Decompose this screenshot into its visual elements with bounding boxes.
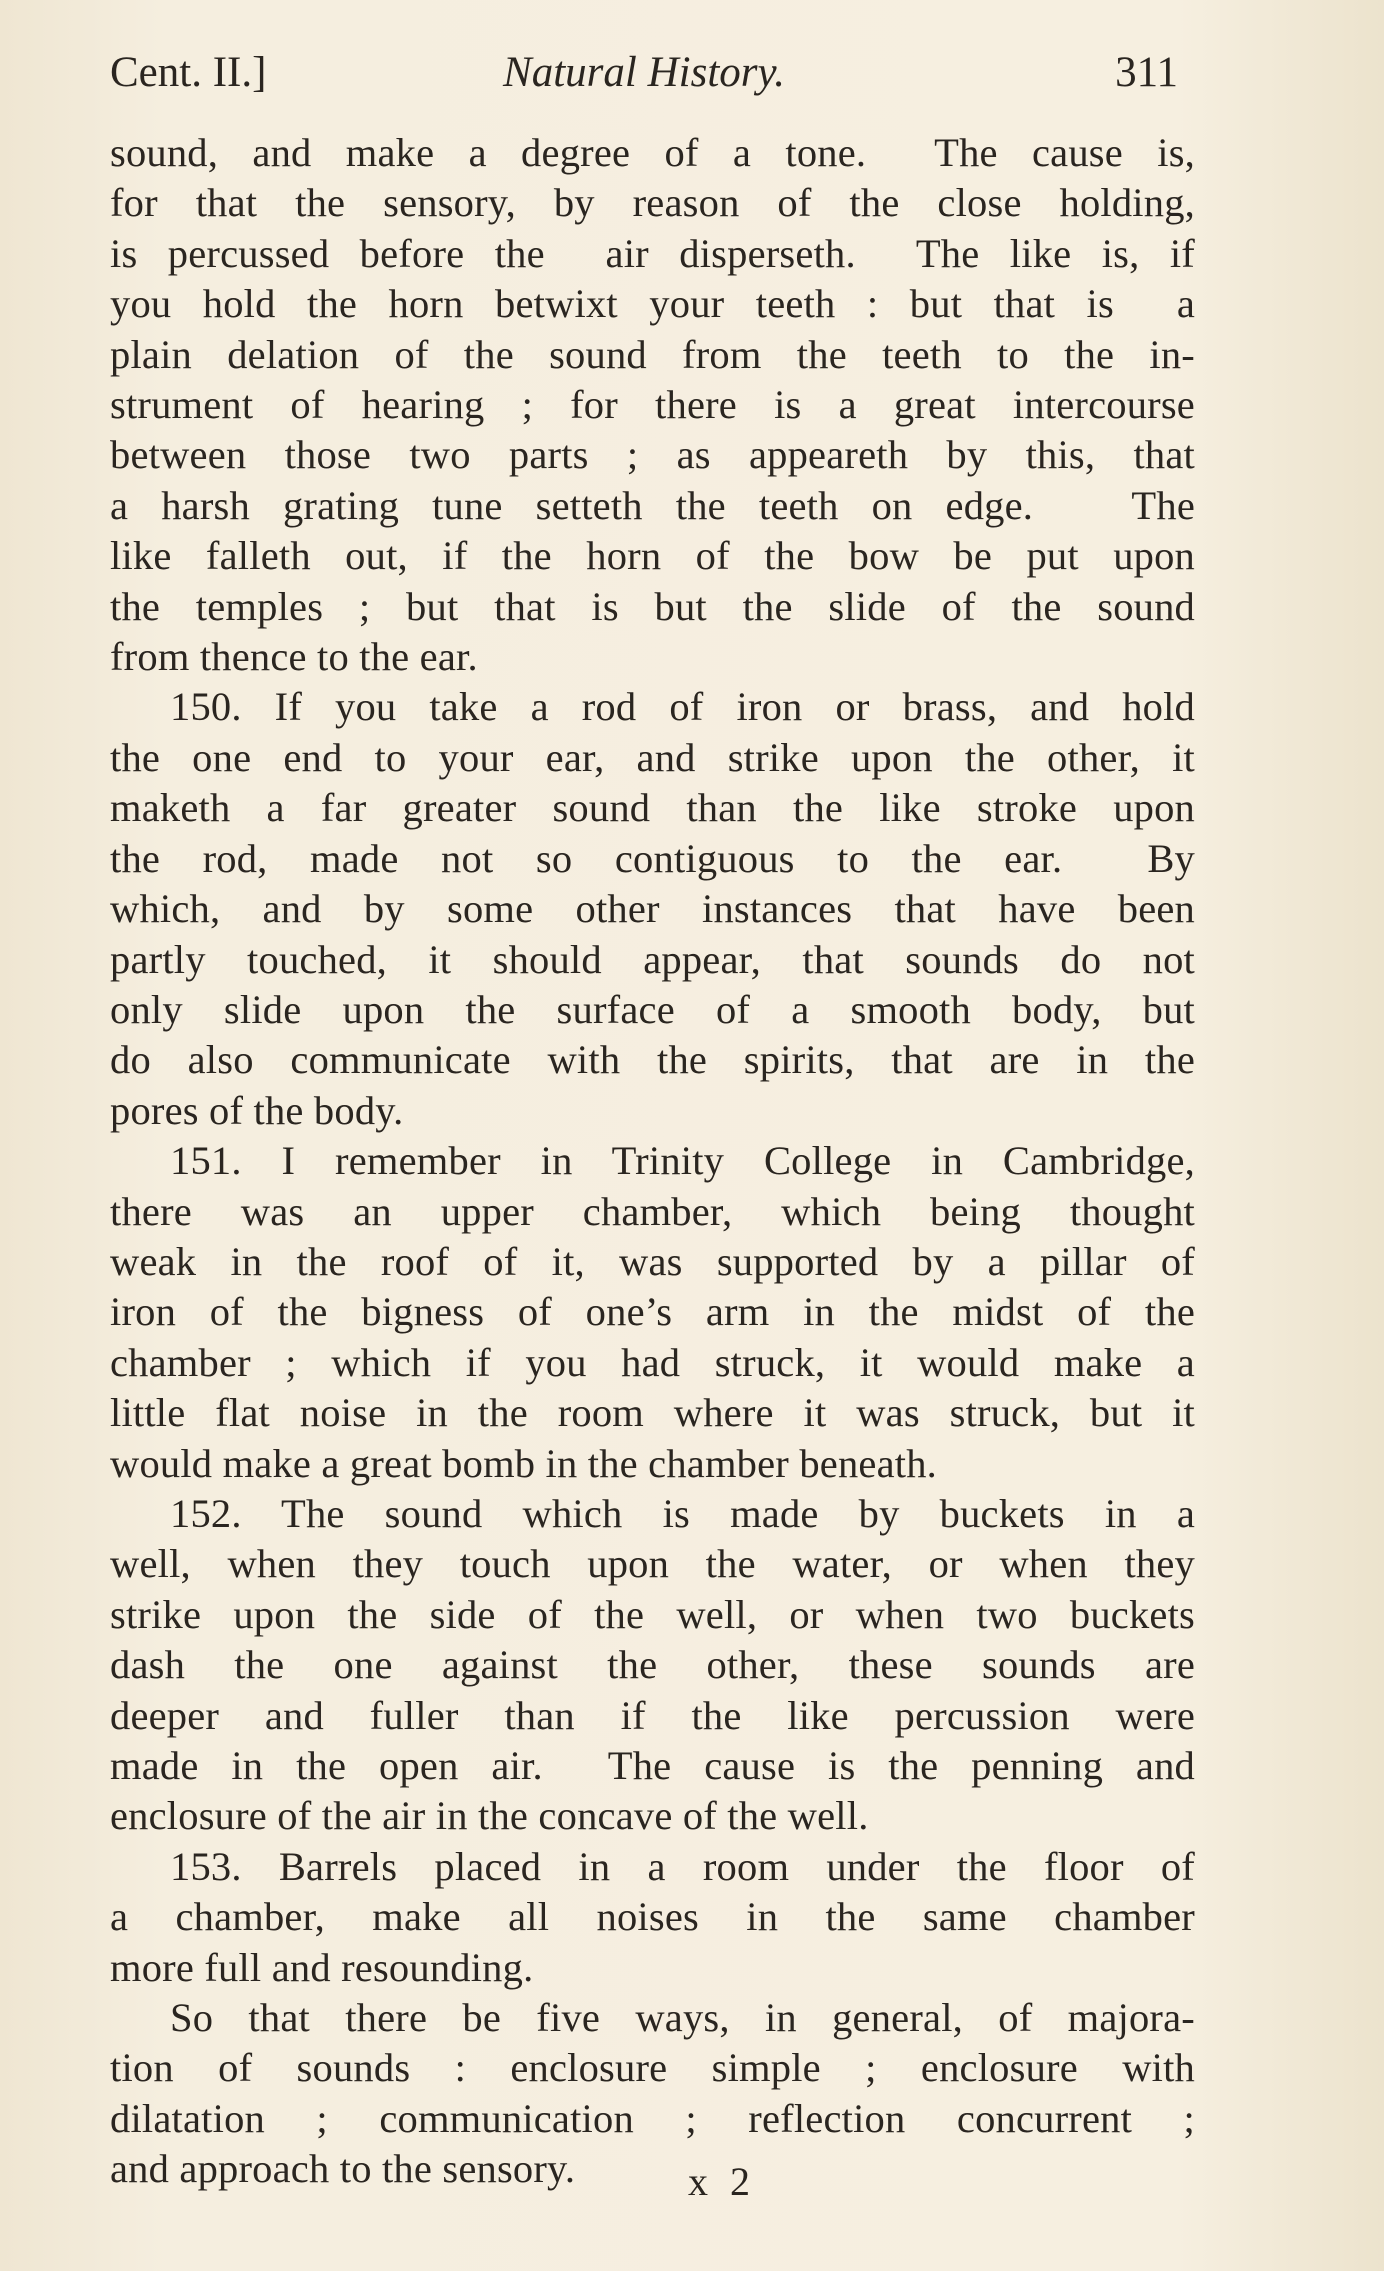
text-line: maketh a far greater sound than the like stroke upon bbox=[110, 785, 1195, 831]
body-text bbox=[110, 128, 1195, 2195]
text-line: partly touched, it should appear, that sounds do not bbox=[110, 936, 1195, 982]
text-line: chamber ; which if you had struck, it would make a bbox=[110, 1339, 1195, 1385]
text-line: dilatation ; communication ; reflection concurrent ; bbox=[110, 2095, 1195, 2141]
text-line: dash the one against the other, these sounds are bbox=[110, 1642, 1195, 1688]
text-line: pores of the body. bbox=[110, 1087, 404, 1133]
text-line: more full and resounding. bbox=[110, 1944, 534, 1990]
text-line: iron of the bigness of one’s arm in the midst of the bbox=[110, 1289, 1195, 1335]
text-line: plain delation of the sound from the teeth to the in- bbox=[110, 331, 1195, 377]
text-line: for that the sensory, by reason of the close holding, bbox=[110, 180, 1195, 226]
text-line: is percussed before the air disperseth. The like is, if bbox=[110, 230, 1195, 276]
text-line: tion of sounds : enclosure simple ; enclosure with bbox=[110, 2045, 1195, 2091]
text-line: only slide upon the surface of a smooth body, but bbox=[110, 986, 1195, 1032]
text-line: like falleth out, if the horn of the bow be put upon bbox=[110, 533, 1195, 579]
text-line: there was an upper chamber, which being thought bbox=[110, 1188, 1195, 1234]
text-line: enclosure of the air in the concave of the well. bbox=[110, 1793, 869, 1839]
text-line: a chamber, make all noises in the same chamber bbox=[110, 1894, 1195, 1940]
text-line: do also communicate with the spirits, that are in the bbox=[110, 1037, 1195, 1083]
paragraph-150-start: 150. If you take a rod of iron or brass, and hold bbox=[170, 684, 1195, 730]
paragraph-summary-start: So that there be five ways, in general, of majora- bbox=[170, 1995, 1195, 2041]
text-line: the one end to your ear, and strike upon the other, it bbox=[110, 734, 1195, 780]
text-line: you hold the horn betwixt your teeth : but that is a bbox=[110, 281, 1195, 327]
text-line: made in the open air. The cause is the penning and bbox=[110, 1743, 1195, 1788]
text-line: which, and by some other instances that have been bbox=[110, 886, 1195, 932]
text-line: from thence to the ear. bbox=[110, 634, 478, 680]
text-line: sound, and make a degree of a tone. The cause is, bbox=[110, 130, 1195, 175]
text-line: a harsh grating tune setteth the teeth on edge. The bbox=[110, 482, 1195, 528]
text-line: deeper and fuller than if the like percussion were bbox=[110, 1692, 1195, 1738]
running-header bbox=[110, 48, 1178, 108]
text-line: well, when they touch upon the water, or when they bbox=[110, 1541, 1195, 1587]
text-line: strument of hearing ; for there is a great intercourse bbox=[110, 382, 1195, 428]
paragraph-151-start: 151. I remember in Trinity College in Cambridge, bbox=[170, 1138, 1195, 1184]
text-line: between those two parts ; as appeareth by this, that bbox=[110, 432, 1195, 478]
text-line: weak in the roof of it, was supported by a pillar of bbox=[110, 1238, 1195, 1284]
page-number: 311 bbox=[1115, 49, 1178, 96]
paragraph-152-start: 152. The sound which is made by buckets in a bbox=[170, 1490, 1195, 1536]
text-line: and approach to the sensory. bbox=[110, 2146, 576, 2192]
text-line: would make a great bomb in the chamber beneath. bbox=[110, 1440, 937, 1486]
text-line: the rod, made not so contiguous to the ear. By bbox=[110, 835, 1195, 881]
paragraph-153-start: 153. Barrels placed in a room under the floor of bbox=[170, 1843, 1195, 1889]
signature-mark: x 2 bbox=[688, 2159, 756, 2204]
text-line: the temples ; but that is but the slide of the sound bbox=[110, 583, 1195, 629]
text-line: little flat noise in the room where it was struck, but it bbox=[110, 1390, 1195, 1436]
text-line: strike upon the side of the well, or when two buckets bbox=[110, 1591, 1195, 1637]
header-title: Natural History. bbox=[503, 49, 785, 96]
header-century: Cent. II.] bbox=[110, 49, 267, 96]
